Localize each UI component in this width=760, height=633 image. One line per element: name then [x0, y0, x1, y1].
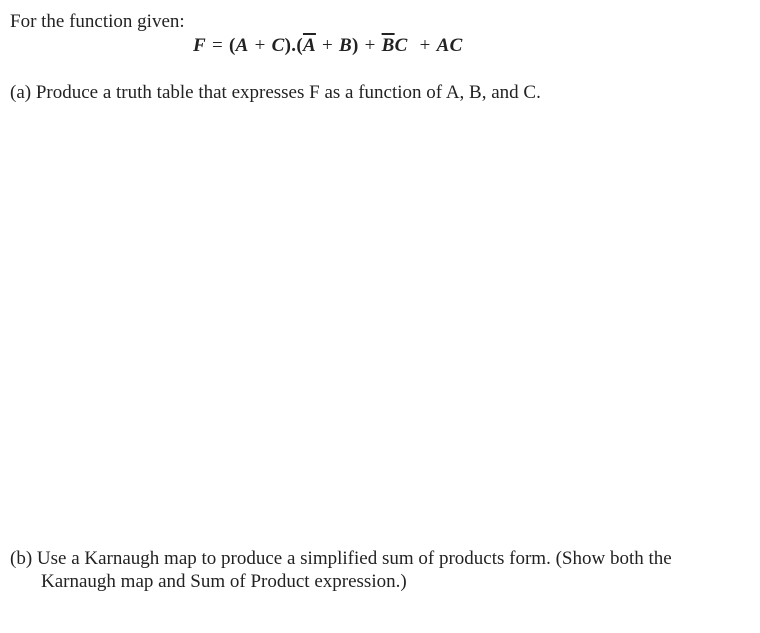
intro-text: For the function given: [10, 11, 185, 32]
eq-dot: . [291, 35, 297, 56]
eq-term1-plus: + [254, 35, 266, 56]
eq-term3-c: C [394, 35, 408, 56]
eq-equals: = [211, 35, 223, 56]
eq-term2-close: ) [351, 35, 359, 56]
eq-term4: AC [436, 35, 463, 56]
question-part-b: (b) Use a Karnaugh map to produce a simplified sum of products form. (Show both the [10, 548, 672, 569]
eq-term2-a-bar: $\overline{A}$ [302, 35, 316, 56]
eq-term1-c: C [271, 35, 285, 56]
eq-term1-close: ) [284, 35, 292, 56]
question-part-a: (a) Produce a truth table that expresses F as a function of A, B, and C. [10, 82, 541, 103]
eq-term2-open: ( [296, 35, 303, 56]
boolean-equation [193, 35, 463, 57]
eq-term3-b-bar: $\overline{B}$ [381, 35, 395, 56]
eq-lhs: F [193, 35, 206, 56]
eq-term1-a: A [235, 35, 249, 56]
eq-term2-plus: + [321, 35, 333, 56]
eq-term1-open: ( [229, 35, 236, 56]
eq-term2-b: B [338, 35, 352, 56]
question-part-b-continued: Karnaugh map and Sum of Product expression.) [41, 571, 407, 592]
eq-plus-2: + [364, 35, 376, 56]
eq-plus-3: + [419, 35, 431, 56]
